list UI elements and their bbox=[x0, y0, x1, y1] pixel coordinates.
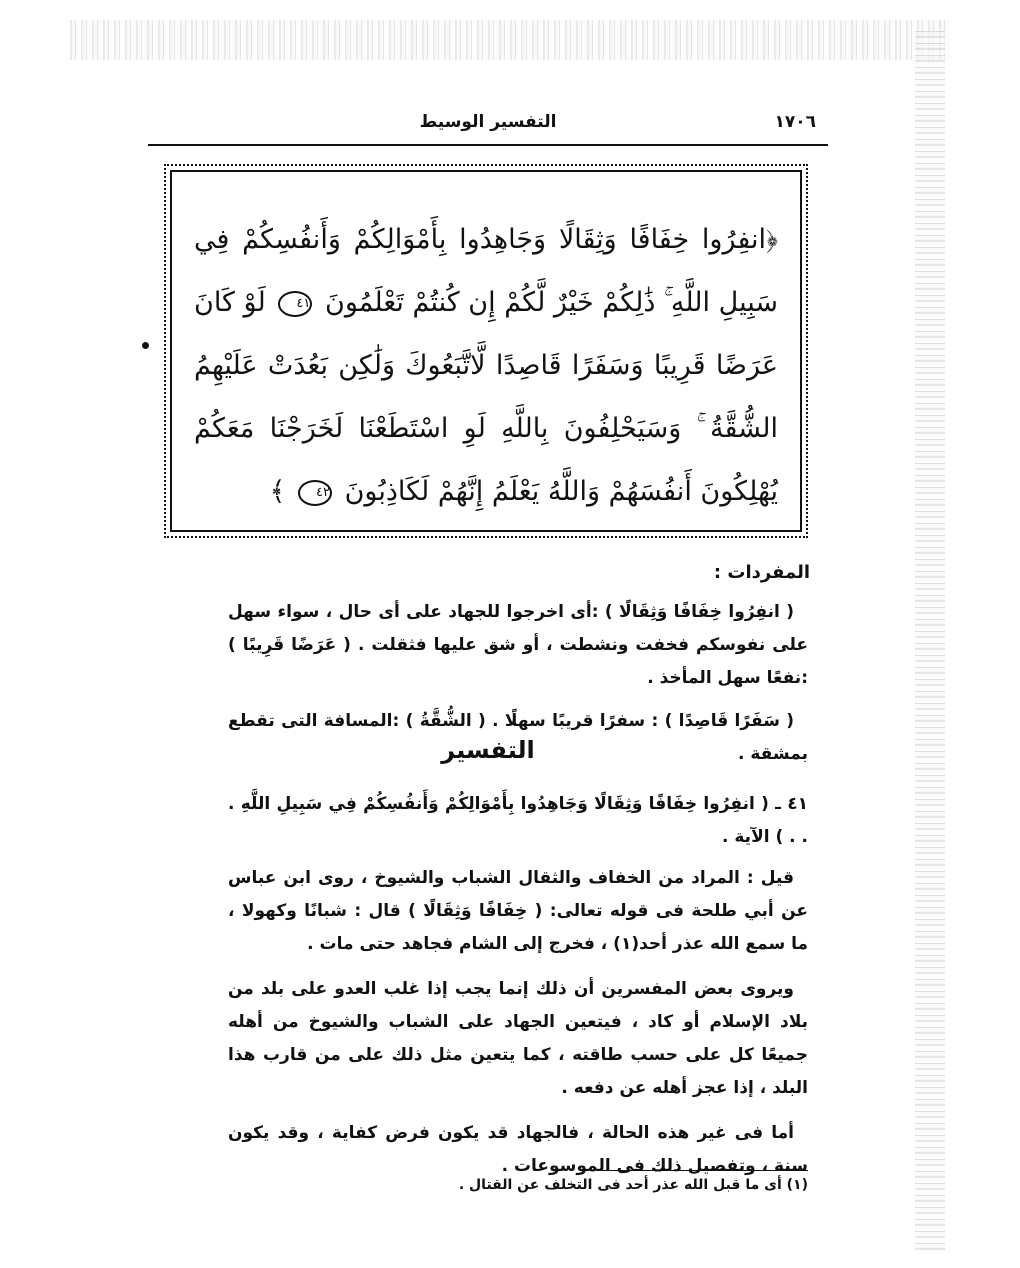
footnote: (١) أى ما قبل الله عذر أحد فى التخلف عن القتال . bbox=[458, 1177, 808, 1193]
ayah-number-marker: ٤١ bbox=[278, 291, 312, 317]
vocabulary-paragraph bbox=[228, 596, 808, 695]
tafsir-paragraph bbox=[228, 1117, 808, 1183]
scan-edge-top bbox=[70, 20, 950, 60]
verse-part-2: لَوْ كَانَ عَرَضًا قَرِيبًا وَسَفَرًا قَاصِدًا لَّاتَّبَعُوكَ وَلَٰكِن بَعُدَتْ عَلَيْهِمُ الشُّقَّةُ ۚ وَسَيَحْلِفُونَ بِاللَّهِ لَوِ اسْتَطَعْنَا لَخَرَجْنَا مَعَكُمْ يُهْلِكُونَ أَنفُسَهُمْ وَاللَّهُ يَعْلَمُ إِنَّهُمْ لَكَاذِبُونَ bbox=[194, 287, 778, 507]
tafsir-text: قيل : المراد من الخفاف والثقال الشباب والشيوخ ، روى ابن عباس عن أبي طلحة فى قوله تعالى: ( خِفَافًا وَثِقَالًا ) قال : شبانًا وكهولا ، ما سمع الله عذر أحد(١) ، فخرج إلى الشام فجاهد حتى مات . bbox=[228, 868, 808, 954]
scan-edge-right bbox=[915, 30, 945, 1250]
footnote-rule bbox=[596, 1170, 808, 1171]
tafsir-text: ويروى بعض المفسرين أن ذلك إنما يجب إذا غلب العدو على بلد من بلاد الإسلام أو كاد ، فيتعين الجهاد على الشباب والشيوخ من أهله جميعًا كل على حسب طاقته ، كما يتعين مثل ذلك على من قارب هذا البلد ، إذا عجز أهله عن دفعه . bbox=[228, 979, 808, 1098]
vocabulary-text: ( سَفَرًا قَاصِدًا ) : سفرًا قريبًا سهلًا . ( الشُّقَّةُ ) :المسافة التى تقطع بمشقة . bbox=[228, 711, 808, 764]
verse-part-1: ﴿انفِرُوا خِفَافًا وَثِقَالًا وَجَاهِدُوا بِأَمْوَالِكُمْ وَأَنفُسِكُمْ فِي سَبِيلِ اللَّهِ ۚ ذَٰلِكُمْ خَيْرٌ لَّكُمْ إِن كُنتُمْ تَعْلَمُونَ bbox=[194, 224, 778, 318]
tafsir-paragraph bbox=[228, 862, 808, 961]
page-number: ١٧٠٦ bbox=[774, 112, 816, 132]
tafsir-section bbox=[228, 788, 808, 1183]
tafsir-heading: التفسير bbox=[441, 736, 535, 764]
page-title: التفسير الوسيط bbox=[419, 112, 557, 132]
vocabulary-heading: المفردات : bbox=[713, 562, 810, 583]
tafsir-text: أما فى غير هذه الحالة ، فالجهاد قد يكون فرض كفاية ، وقد يكون سنة ، وتفصيل ذلك فى الموسوعات . bbox=[228, 1123, 808, 1176]
ayah-number-marker: ٤٢ bbox=[298, 480, 332, 506]
tafsir-text: ٤١ ـ ( انفِرُوا خِفَافًا وَثِقَالًا وَجَاهِدُوا بِأَمْوَالِكُمْ وَأَنفُسِكُمْ فِي سَبِيلِ اللَّهِ . . . ) الآية . bbox=[228, 794, 808, 847]
tafsir-paragraph bbox=[228, 788, 808, 854]
verse-closing-bracket: ﴾ bbox=[269, 476, 286, 507]
vocabulary-text: ( انفِرُوا خِفَافًا وَثِقَالًا ) :أى اخرجوا للجهاد على أى حال ، سواء سهل على نفوسكم فخفت ونشطت ، أو شق عليها فثقلت . ( عَرَضًا قَرِيبًا ) :نفعًا سهل المأخذ . bbox=[228, 602, 808, 688]
verse-frame bbox=[170, 170, 802, 532]
margin-dot bbox=[142, 342, 149, 349]
verse-text bbox=[194, 208, 778, 512]
page-header bbox=[148, 108, 828, 146]
tafsir-paragraph bbox=[228, 973, 808, 1105]
